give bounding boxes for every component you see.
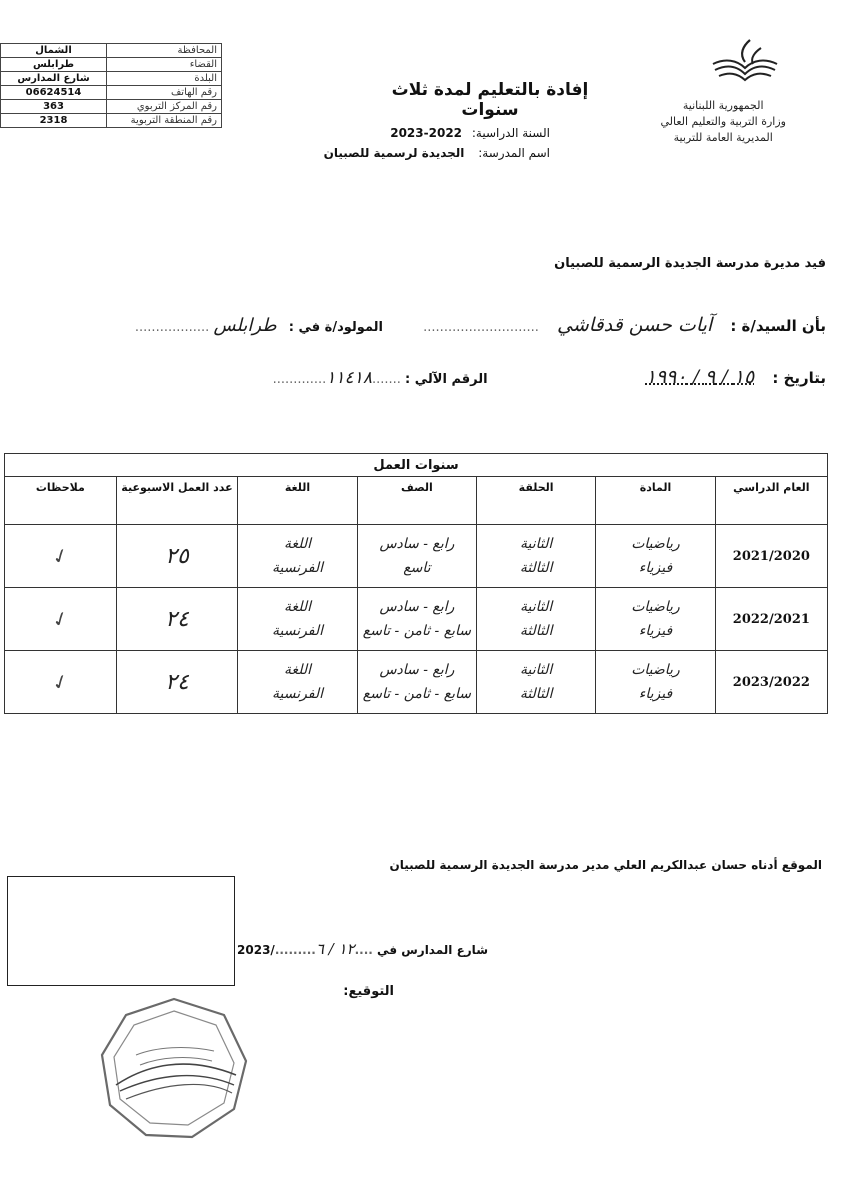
note-cell (5, 525, 117, 588)
cycle-cell (477, 651, 596, 714)
note-cell (5, 588, 117, 651)
info-row (1, 44, 222, 58)
school-year-value: 2022-2023 (390, 126, 463, 140)
info-row (1, 86, 222, 100)
info-row (1, 72, 222, 86)
hours-cell (116, 525, 238, 588)
hours-value: ٢٥ (165, 543, 189, 569)
place-date-value: ١٢ / ٦ (315, 940, 355, 958)
school-year-line (380, 126, 550, 140)
lang-line: اللغة (283, 662, 312, 678)
year-cell: 2021/2020 (715, 525, 827, 588)
info-value: 06624514 (1, 86, 107, 100)
info-label: البلدة (107, 72, 222, 86)
info-value: شارع المدارس (1, 72, 107, 86)
cycle-line: الثالثة (519, 560, 553, 576)
id-value: ١١٤١٨ (326, 368, 372, 388)
info-label: رقم المنطقة التربوية (107, 114, 222, 128)
grade-cell (357, 588, 476, 651)
column-header: المادة (596, 477, 715, 525)
lang-cell (238, 525, 358, 588)
grade-line: تاسع (403, 560, 431, 576)
table-row (5, 588, 828, 651)
info-value: 2318 (1, 114, 107, 128)
name-line: بأن السيد/ة : آيات حسن قدقاشي ............................ المولود/ة في : طرابلس .................. (134, 314, 826, 336)
school-year-label: السنة الدراسية: (471, 126, 550, 140)
ministry-logo-icon (705, 36, 785, 96)
hours-value: ٢٤ (165, 606, 189, 632)
subject-line: رياضيات (631, 536, 680, 552)
info-label: رقم الهاتف (107, 86, 222, 100)
info-value: 363 (1, 100, 107, 114)
year-cell: 2022/2021 (715, 588, 827, 651)
subject-cell (596, 588, 715, 651)
hours-cell (116, 651, 238, 714)
column-header: ملاحظات (5, 477, 117, 525)
subject-line: رياضيات (631, 662, 680, 678)
cycle-cell (477, 588, 596, 651)
subject-line: رياضيات (631, 599, 680, 615)
date-label: بتاريخ : (772, 369, 826, 387)
cycle-line: الثانية (520, 536, 553, 552)
note-cell (5, 651, 117, 714)
school-name-line (312, 146, 550, 160)
place-date-prefix: شارع المدارس في (377, 943, 488, 957)
subject-line: فيزياء (638, 560, 673, 576)
year-cell: 2023/2022 (715, 651, 827, 714)
info-label: القضاء (107, 58, 222, 72)
photo-box (7, 876, 235, 986)
place-date-line: شارع المدارس في ....١٢ / ٦........./2023 (237, 940, 488, 958)
school-name-value: الجديدة لرسمية للصبيان (323, 146, 465, 160)
check-mark-icon: ✓ (48, 604, 73, 634)
name-label: بأن السيد/ة : (730, 317, 826, 335)
table-row (5, 651, 828, 714)
cycle-line: الثالثة (519, 623, 553, 639)
grade-cell (357, 525, 476, 588)
info-label: المحافظة (107, 44, 222, 58)
signer-line: الموقع أدناه حسان عبدالكريم العلي مدير مدرسة الجديدة الرسمية للصبيان (389, 858, 822, 872)
official-stamp-icon (96, 995, 252, 1141)
column-header: الحلقة (477, 477, 596, 525)
subject-cell (596, 525, 715, 588)
cycle-line: الثانية (520, 599, 553, 615)
name-value: آيات حسن قدقاشي (557, 314, 713, 336)
signature-label: التوقيع: (343, 984, 394, 999)
info-row (1, 100, 222, 114)
subject-line: فيزياء (638, 623, 673, 639)
cycle-line: الثانية (520, 662, 553, 678)
work-years-table (4, 453, 828, 714)
school-name-label: اسم المدرسة: (478, 146, 550, 160)
lang-cell (238, 588, 358, 651)
lang-line: الفرنسية (271, 560, 324, 576)
info-row (1, 114, 222, 128)
id-label: الرقم الآلي : (405, 372, 488, 387)
lang-line: الفرنسية (271, 686, 324, 702)
born-label: المولود/ة في : (288, 320, 384, 335)
subject-line: فيزياء (638, 686, 673, 702)
info-label: رقم المركز التربوي (107, 100, 222, 114)
ministry-line: وزارة التربية والتعليم العالي (660, 115, 786, 128)
date-line: بتاريخ : ١٥ / ٩ / ١٩٩٠ الرقم الآلي : .......١١٤١٨............. (272, 366, 826, 388)
intro-line: فيد مديرة مدرسة الجديدة الرسمية للصبيان (554, 256, 826, 271)
info-value: طرابلس (1, 58, 107, 72)
grade-line: رابع - سادس (379, 599, 455, 615)
lang-line: الفرنسية (271, 623, 324, 639)
cycle-line: الثالثة (519, 686, 553, 702)
column-header: اللغة (238, 477, 358, 525)
grade-line: رابع - سادس (379, 536, 455, 552)
grade-line: رابع - سادس (379, 662, 455, 678)
place-date-year: /2023 (237, 943, 275, 957)
hours-value: ٢٤ (165, 669, 189, 695)
grade-line: سابع - ثامن - تاسع (362, 623, 472, 639)
check-mark-icon: ✓ (48, 541, 73, 571)
grade-line: سابع - ثامن - تاسع (362, 686, 472, 702)
document-title: إفادة بالتعليم لمدة ثلاث سنوات (391, 80, 589, 120)
work-table-caption: سنوات العمل (5, 454, 828, 477)
check-mark-icon: ✓ (48, 667, 73, 697)
ministry-line: الجمهورية اللبنانية (682, 99, 764, 112)
cycle-cell (477, 525, 596, 588)
lang-line: اللغة (283, 536, 312, 552)
column-header: عدد العمل الاسبوعية (116, 477, 238, 525)
table-row (5, 525, 828, 588)
grade-cell (357, 651, 476, 714)
lang-line: اللغة (283, 599, 312, 615)
school-info-table (0, 43, 222, 128)
born-value: طرابلس (213, 315, 277, 336)
ministry-header (660, 98, 786, 146)
ministry-line: المديرية العامة للتربية (673, 131, 773, 144)
date-value: ١٥ / ٩ / ١٩٩٠ (645, 366, 755, 388)
lang-cell (238, 651, 358, 714)
info-row (1, 58, 222, 72)
hours-cell (116, 588, 238, 651)
subject-cell (596, 651, 715, 714)
column-header: العام الدراسي (715, 477, 827, 525)
info-value: الشمال (1, 44, 107, 58)
column-header: الصف (357, 477, 476, 525)
